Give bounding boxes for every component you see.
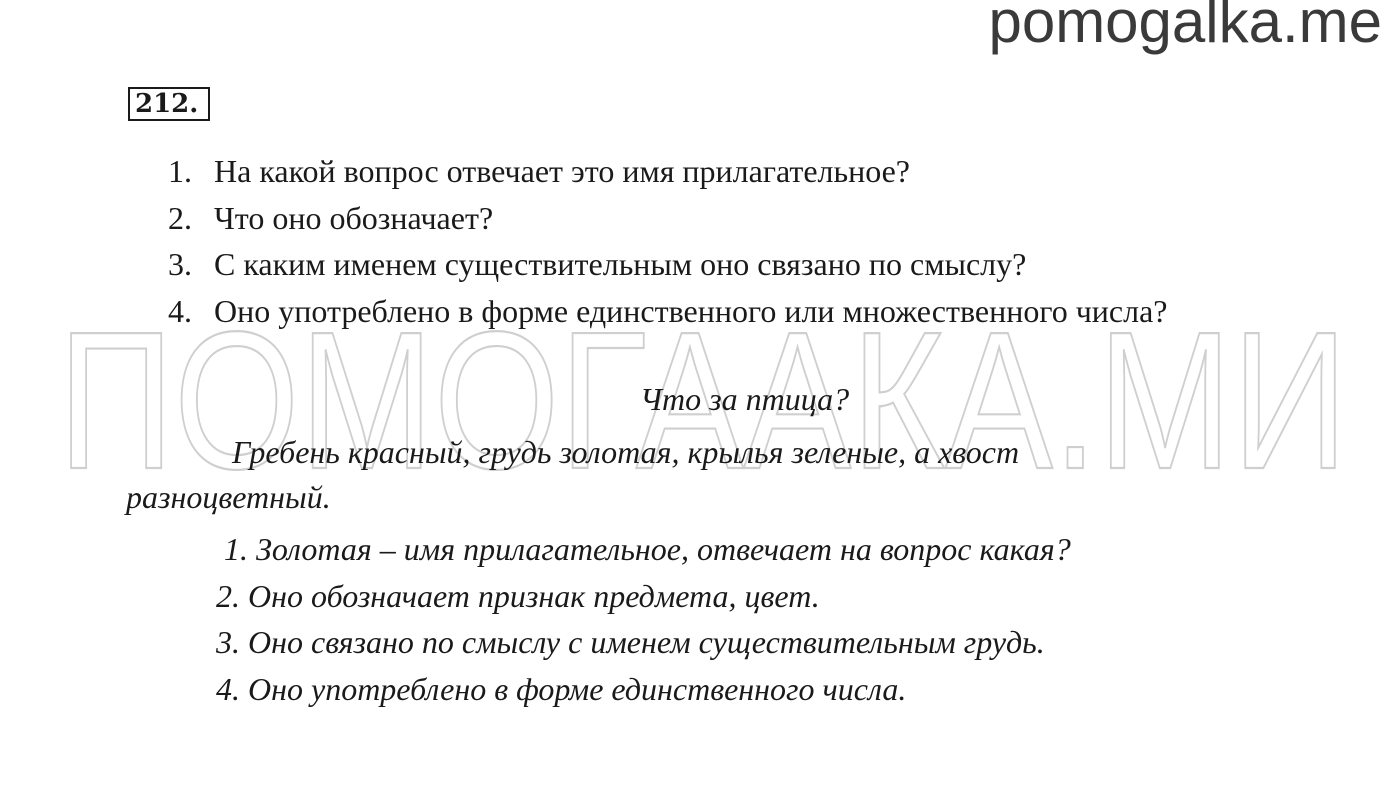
- question-text: Что оно обозначает?: [214, 199, 494, 236]
- answer-item: 4. Оно употреблено в форме единственного числа.: [216, 670, 907, 707]
- question-item: [168, 241, 1167, 288]
- question-item: [168, 148, 1167, 195]
- question-number: 1.: [168, 153, 192, 189]
- text-body-line: разноцветный.: [126, 479, 331, 515]
- answer-item: 3. Оно связано по смыслу с именем существительным грудь.: [216, 624, 1045, 660]
- question-list: [168, 148, 1167, 334]
- exercise-number: 212.: [128, 87, 210, 121]
- question-item: [168, 195, 1167, 242]
- question-number: 4.: [168, 292, 192, 329]
- answer-item: 1. Золотая – имя прилагательное, отвечает на вопрос какая?: [224, 531, 1071, 567]
- answer-list: [216, 526, 1071, 712]
- question-text: С каким именем существительным оно связано по смыслу?: [214, 246, 1027, 282]
- question-number: 3.: [168, 246, 192, 282]
- question-item: [168, 288, 1167, 335]
- question-text: На какой вопрос отвечает это имя прилагательное?: [214, 153, 910, 189]
- question-number: 2.: [168, 199, 192, 236]
- site-logo: pomogalka.me: [988, 0, 1382, 55]
- question-text: Оно употреблено в форме единственного или множественного числа?: [214, 292, 1168, 329]
- watermark-text: ПОМОГААКА.МИ: [58, 308, 1348, 478]
- answer-item: 2. Оно обозначает признак предмета, цвет.: [216, 577, 820, 614]
- text-body-line: Гребень красный, грудь золотая, крылья зеленые, а хвост: [232, 434, 1020, 470]
- text-title: Что за птица?: [640, 381, 850, 417]
